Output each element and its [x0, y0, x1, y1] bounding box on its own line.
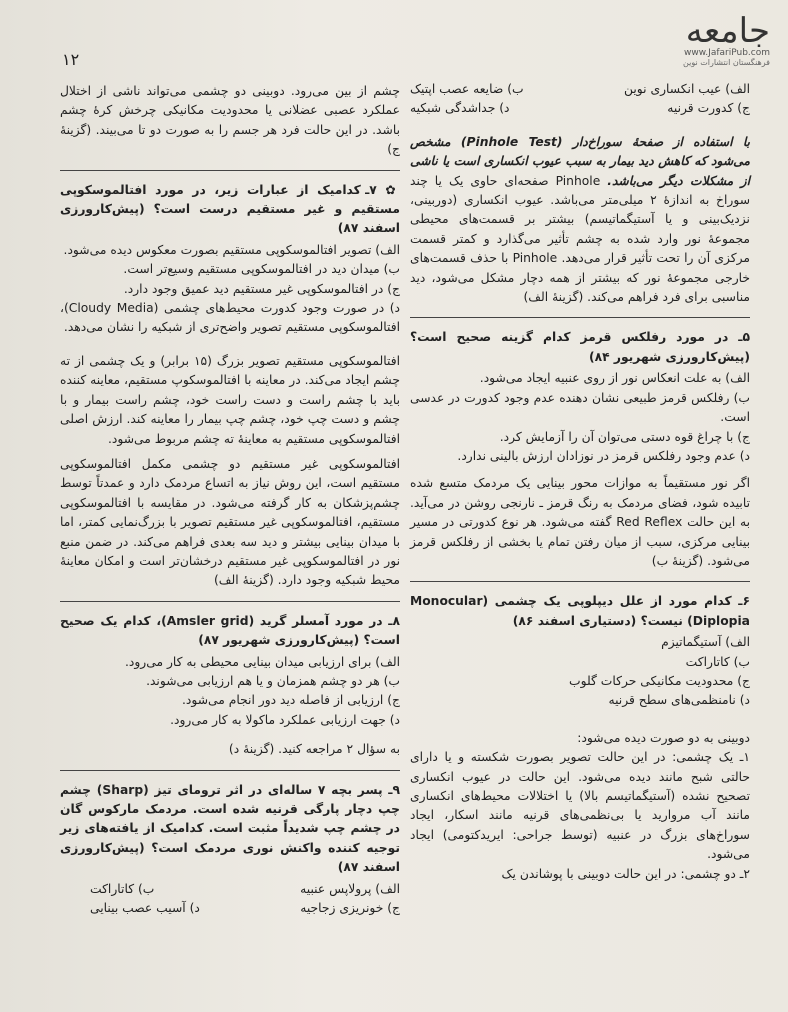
option: ب) رفلکس قرمز طبیعی نشان دهنده عدم وجود کدورت در عدسی است. [410, 390, 750, 425]
option: د) عدم وجود رفلکس قرمز در نوزادان ارزش بالینی ندارد. [457, 448, 750, 463]
answer-text: Pinhole صفحه‌ای حاوی یک یا چند سوراخ به اندازهٔ ۲ میلی‌متر می‌باشد. عیوب انکساری (دوربینی، نزدیک‌بینی و یا آستیگماتیسم) بیشتر بر قسمت‌های محیطی مجموعهٔ نور وارد شده به چشم تأثیر می‌گذارد و کمتر قسمت مرکزی آن را تحت تأثیر قرار می‌دهد. Pinhole با حذف قسمت‌های خارجی مجموعهٔ نور که بیشتر از همه دچار مشکل می‌شود، دید مناسبی برای فرد فراهم می‌کند. (گزینهٔ الف) [410, 173, 750, 305]
answer-6-part1: ۱ـ یک چشمی: در این حالت تصویر بصورت شکسته و یا دارای حالتی شبح مانند دیده می‌شود. این حالت در عیوب انکساری تصحیح نشده (آستیگماتیسم بالا) یا اختلالات محیط‌های انکساری مانند آب مروارید یا بی‌نظمی‌های قرنیه مانند اسکار، ایجاد سوراخ‌های بزرگ در عنبیه (توسط جراحی: ایریدکتومی) ایجاد می‌شود. [410, 750, 750, 862]
option-a: الف) عیب انکساری نوین [623, 82, 750, 96]
page-number: ۱۲ [62, 50, 80, 69]
option: د) در صورت وجود کدورت محیط‌های چشمی (Cloudy Media)، افتالموسکوپی مستقیم تصویر واضح‌تری از شبکیه را نشان می‌دهد. [60, 301, 400, 335]
question-6: ۶ـ کدام مورد از علل دیپلوپی یک چشمی (Monocular Diplopia) نیست؟ (دستیاری اسفند ۸۶) [410, 594, 750, 628]
option: د) جهت ارزیابی عملکرد ماکولا به کار می‌رود. [170, 712, 400, 727]
question-7: ✿ ۷ـ کدامیک از عبارات زیر، در مورد افتالموسکوپی مستقیم و غیر مستقیم درست است؟ (پیش‌کارورزی اسفند ۸۷) [60, 182, 400, 236]
option: ج) در افتالموسکوپی غیر مستقیم دید عمیق وجود دارد. [123, 281, 400, 296]
answer-6-part2: ۲ـ دو چشمی: در این حالت دوبینی با پوشاندن یک [501, 866, 750, 881]
logo-tagline: فرهنگستان انتشارات نوین [683, 58, 770, 67]
answer-5: اگر نور مستقیماً به موازات محور بینایی یک مردمک متسع شده تابیده شود، فضای مردمک به رنگ قرمز ـ نارنجی روشن در می‌آید. به این حالت Red Reflex گفته می‌شود. هر نوع کدورتی در مسیر بینایی مرکزی، سبب از میان رفتن تمام یا بخشی از رفلکس قرمز می‌شود. (گزینهٔ ب) [410, 476, 751, 568]
answer-continuation: چشم از بین می‌رود. دوبینی دو چشمی می‌تواند ناشی از اختلال عملکرد عصبی عضلانی یا محدودیت مکانیکی چرخش کرهٔ چشم باشد. در این حالت فرد هر جسم را به صورت دو تا می‌بیند. (گزینهٔ ج) [60, 84, 400, 157]
option: ج) محدودیت مکانیکی حرکات گلوب [569, 673, 750, 688]
divider [60, 170, 400, 171]
option-a: الف) پرولاپس عنبیه [300, 881, 400, 896]
option-c: ج) کدورت قرنیه [667, 101, 750, 116]
answer-6-intro: دوبینی به دو صورت دیده می‌شود: [577, 730, 750, 745]
question-8: ۸ـ در مورد آمسلر گرید (Amsler grid)، کدام یک صحیح است؟ (پیش‌کارورزی شهریور ۸۷) [60, 613, 401, 648]
option: ب) کاتاراکت [685, 654, 750, 669]
options-row [60, 899, 400, 918]
divider [410, 581, 750, 582]
answer-7-part1: افتالموسکوپی مستقیم تصویر بزرگ (۱۵ برابر) و یک چشمی از ته چشم ایجاد می‌کند. در معاینه با افتالموسکوپ مستقیم، معاینه کننده باید با چشم راست و دست راست خود، چشم راست بیمار و با چشم و دست چپ خود، چشم چپ بیمار را معاینه کند. ارزش اصلی افتالموسکوپی مستقیم به معاینهٔ ته چشم مربوط می‌شود. [60, 353, 400, 446]
left-column [60, 82, 400, 918]
options-row [60, 880, 400, 899]
option: ج) ارزیابی از فاصله دید دور انجام می‌شود. [181, 693, 400, 708]
divider [60, 770, 400, 771]
option: الف) برای ارزیابی میدان بینایی محیطی به کار می‌رود. [124, 654, 400, 669]
option: ب) میدان دید در افتالموسکوپی مستقیم وسیع‌تر است. [123, 262, 400, 277]
options-row [410, 99, 750, 118]
publisher-logo [630, 11, 770, 67]
option: ب) هر دو چشم همزمان و یا هم ارزیابی می‌شوند. [146, 673, 400, 688]
answer-highlight: با استفاده از صفحهٔ سوراخ‌دار (Pinhole Test) مشخص می‌شود که کاهش دید بیمار به سبب عیوب انکساری است یا ناشی از مشکلات دیگر می‌باشد. [410, 134, 750, 188]
option-b: ب) ضایعه عصب اپتیک [410, 82, 524, 96]
question-5: ۵ـ در مورد رفلکس قرمز کدام گزینه صحیح است؟ (پیش‌کارورزی شهریور ۸۴) [410, 330, 750, 364]
option-b: ب) کاتاراکت [90, 881, 155, 896]
question-9: ۹ـ پسر بچه ۷ ساله‌ای در اثر ترومای تیز (Sharp) چشم چپ دچار پارگی قرنیه شده است. مردمک مارکوس گان در چشم چپ شدیداً مثبت است. کدامیک از یافته‌های زیر توجیه کننده واکنش نوری مردمک است؟ (پیش‌کارورزی اسفند ۸۷) [60, 782, 401, 875]
option-d: د) جداشدگی شبکیه [410, 101, 510, 116]
option: الف) به علت انعکاس نور از روی عنبیه ایجاد می‌شود. [479, 371, 750, 386]
divider [410, 317, 750, 318]
options-row [410, 80, 750, 99]
answer-7-part2: افتالموسکوپی غیر مستقیم دو چشمی مکمل افتالموسکوپی مستقیم است، این روش نیاز به اتساع مردمک دارد و عمدتاً توسط چشم‌پزشکان به کار گرفته می‌شود. در مقایسه با افتالموسکوپی مستقیم، افتالموسکوپی غیر مستقیم تصویر با بزرگ‌نمایی کمتر، اما با میدان بینایی بیشتر و دید سه بعدی فراهم می‌کند. در ضمن منبع نور در افتالموسکوپی غیر مستقیم درخشان‌تر است و امکان معاینهٔ محیط شبکیه وجود دارد. (گزینهٔ الف) [60, 456, 400, 588]
answer-paragraph [410, 133, 750, 308]
option: الف) آستیگماتیزم [661, 635, 750, 650]
logo-site: www.JafariPub.com [684, 48, 770, 58]
right-column [410, 80, 750, 892]
option-c: ج) خونریزی زجاجیه [300, 901, 400, 916]
answer-8: به سؤال ۲ مراجعه کنید. (گزینهٔ د) [228, 742, 400, 757]
option: الف) تصویر افتالموسکوپی مستقیم بصورت معکوس دیده می‌شود. [63, 242, 400, 257]
option: ج) با چراغ قوه دستی می‌توان آن را آزمایش کرد. [499, 429, 750, 444]
option: د) نامنظمی‌های سطح قرنیه [608, 693, 750, 708]
logo-mark: جامعه [685, 11, 770, 51]
option-d: د) آسیب عصب بینایی [90, 901, 200, 916]
divider [60, 601, 400, 602]
